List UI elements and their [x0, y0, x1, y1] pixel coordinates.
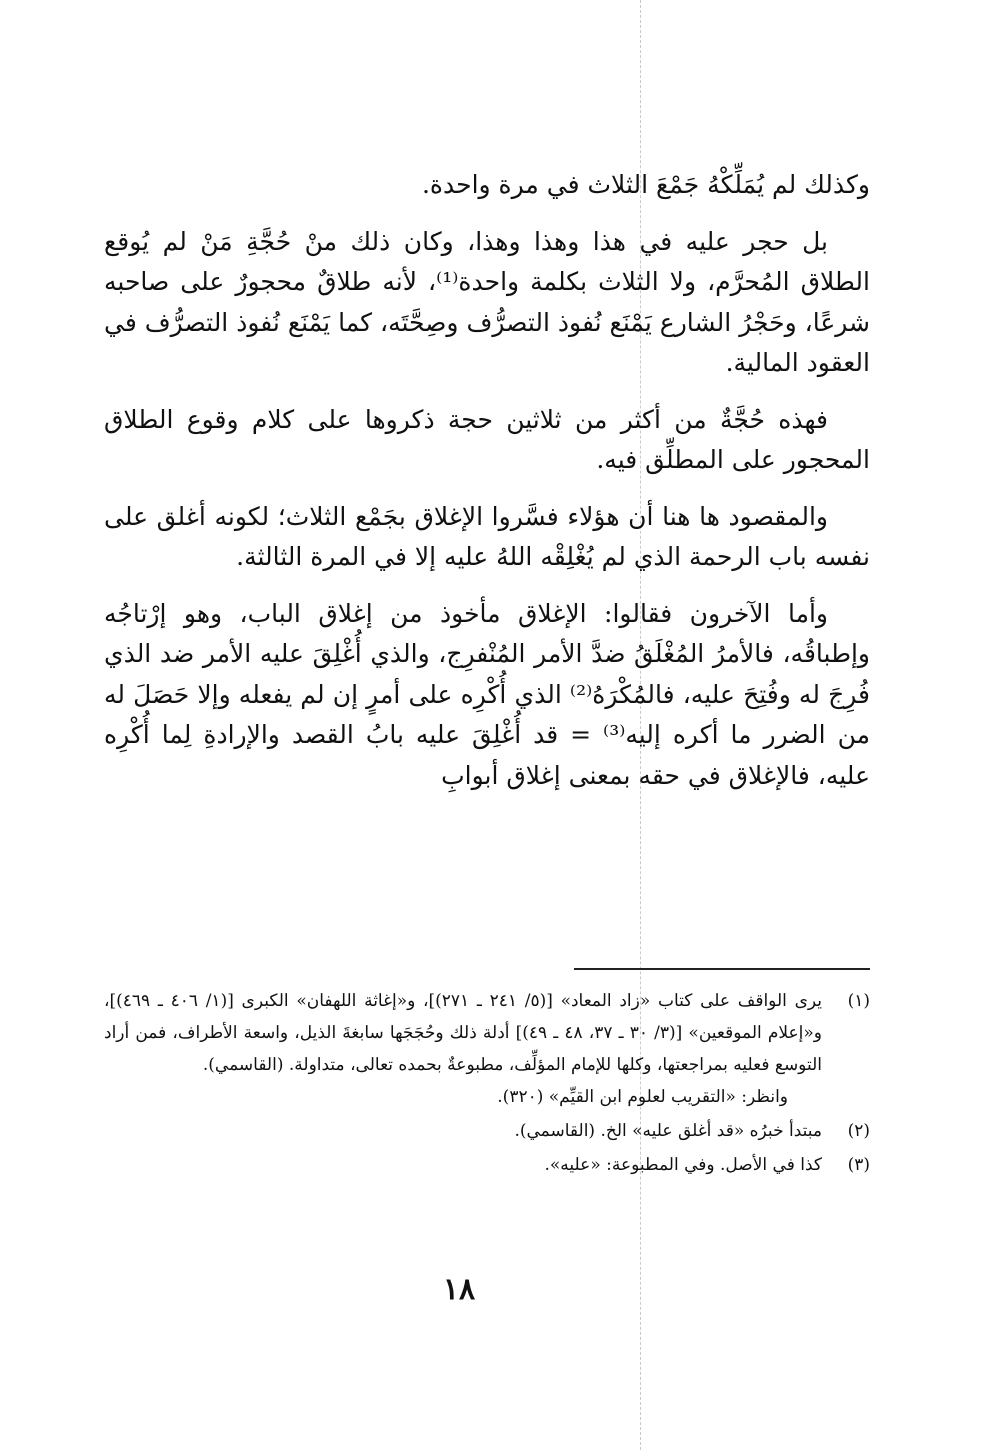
footnote-line: كذا في الأصل. وفي المطبوعة: «عليه». [544, 1155, 822, 1175]
footnote-text [104, 1115, 822, 1147]
footnote-number: (٣) [847, 1155, 870, 1175]
paragraph-3: فهذه حُجَّةٌ من أكثر من ثلاثين حجة ذكروها على كلام وقوع الطلاق المحجور على المطلِّق فيه. [104, 404, 870, 474]
footnote-text [104, 1149, 822, 1181]
paragraph-1: وكذلك لم يُمَلِّكْهُ جَمْعَ الثلاث في مرة واحدة. [421, 170, 870, 199]
footnote-2 [104, 1115, 870, 1147]
footnote-line: وانظر: «التقريب لعلوم ابن القيِّم» (٣٢٠). [497, 1087, 788, 1107]
footnote-separator [574, 968, 870, 970]
footnotes-section [104, 985, 870, 1183]
footnote-line: مبتدأ خبرُه «قد أغلق عليه» الخ. (القاسمي). [514, 1121, 822, 1141]
footnote-number: (٢) [847, 1121, 870, 1141]
page-number: ١٨ [442, 1272, 476, 1307]
paragraph-5: وأما الآخرون فقالوا: الإغلاق مأخوذ من إغلاق الباب، وهو إرْتاجُه وإطباقُه، فالأمرُ المُغْلَقُ ضدَّ الأمر المُنْفرِج، والذي أُغْلِقَ عليه الأمر ضد الذي فُرِجَ له وفُتِحَ عليه، فالمُكْرَهُ⁽²⁾ الذي أُكْرِه على أمرٍ إن لم يفعله وإلا حَصَلَ له من الضرر ما أكره إليه⁽³⁾ = قد أُغْلِقَ عليه بابُ القصد والإرادةِ لِما أُكْرِه عليه، فالإغلاق في حقه بمعنى إغلاق أبوابِ [104, 598, 870, 790]
footnote-text [104, 985, 822, 1113]
footnote-number: (١) [847, 991, 870, 1011]
paragraph-4: والمقصود ها هنا أن هؤلاء فسَّروا الإغلاق بجَمْع الثلاث؛ لكونه أغلق على نفسه باب الرحمة الذي لم يُغْلِقْه اللهُ عليه إلا في المرة الثالثة. [104, 501, 870, 571]
footnote-1 [104, 985, 870, 1113]
paragraph-2: بل حجر عليه في هذا وهذا وهذا، وكان ذلك منْ حُجَّةِ مَنْ لم يُوقع الطلاق المُحرَّم، ولا الثلاث بكلمة واحدة⁽¹⁾، لأنه طلاقٌ محجورٌ على صاحبه شرعًا، وحَجْرُ الشارع يَمْنَع نُفوذ التصرُّف وصِحَّتَه، كما يَمْنَع نُفوذ التصرُّف في العقود المالية. [104, 226, 870, 377]
footnote-line: يرى الواقف على كتاب «زاد المعاد» [(٥/ ٢٤١ ـ ٢٧١)]، و«إغاثة اللهفان» الكبرى [(١/ ٤٠٦ ـ ٤٦٩)]، و«إعلام الموقعين» [(٣/ ٣٠ ـ ٣٧، ٤٨ ـ ٤٩)] أدلة ذلك وحُجَجَها سابغةَ الذيل، واسعة الأطراف، فمن أراد التوسع فعليه بمراجعتها، وكلها للإمام المؤلِّف، مطبوعةٌ بحمده تعالى، متداولة. (القاسمي). [104, 991, 822, 1075]
footnote-3 [104, 1149, 870, 1181]
main-text-body [104, 165, 870, 812]
